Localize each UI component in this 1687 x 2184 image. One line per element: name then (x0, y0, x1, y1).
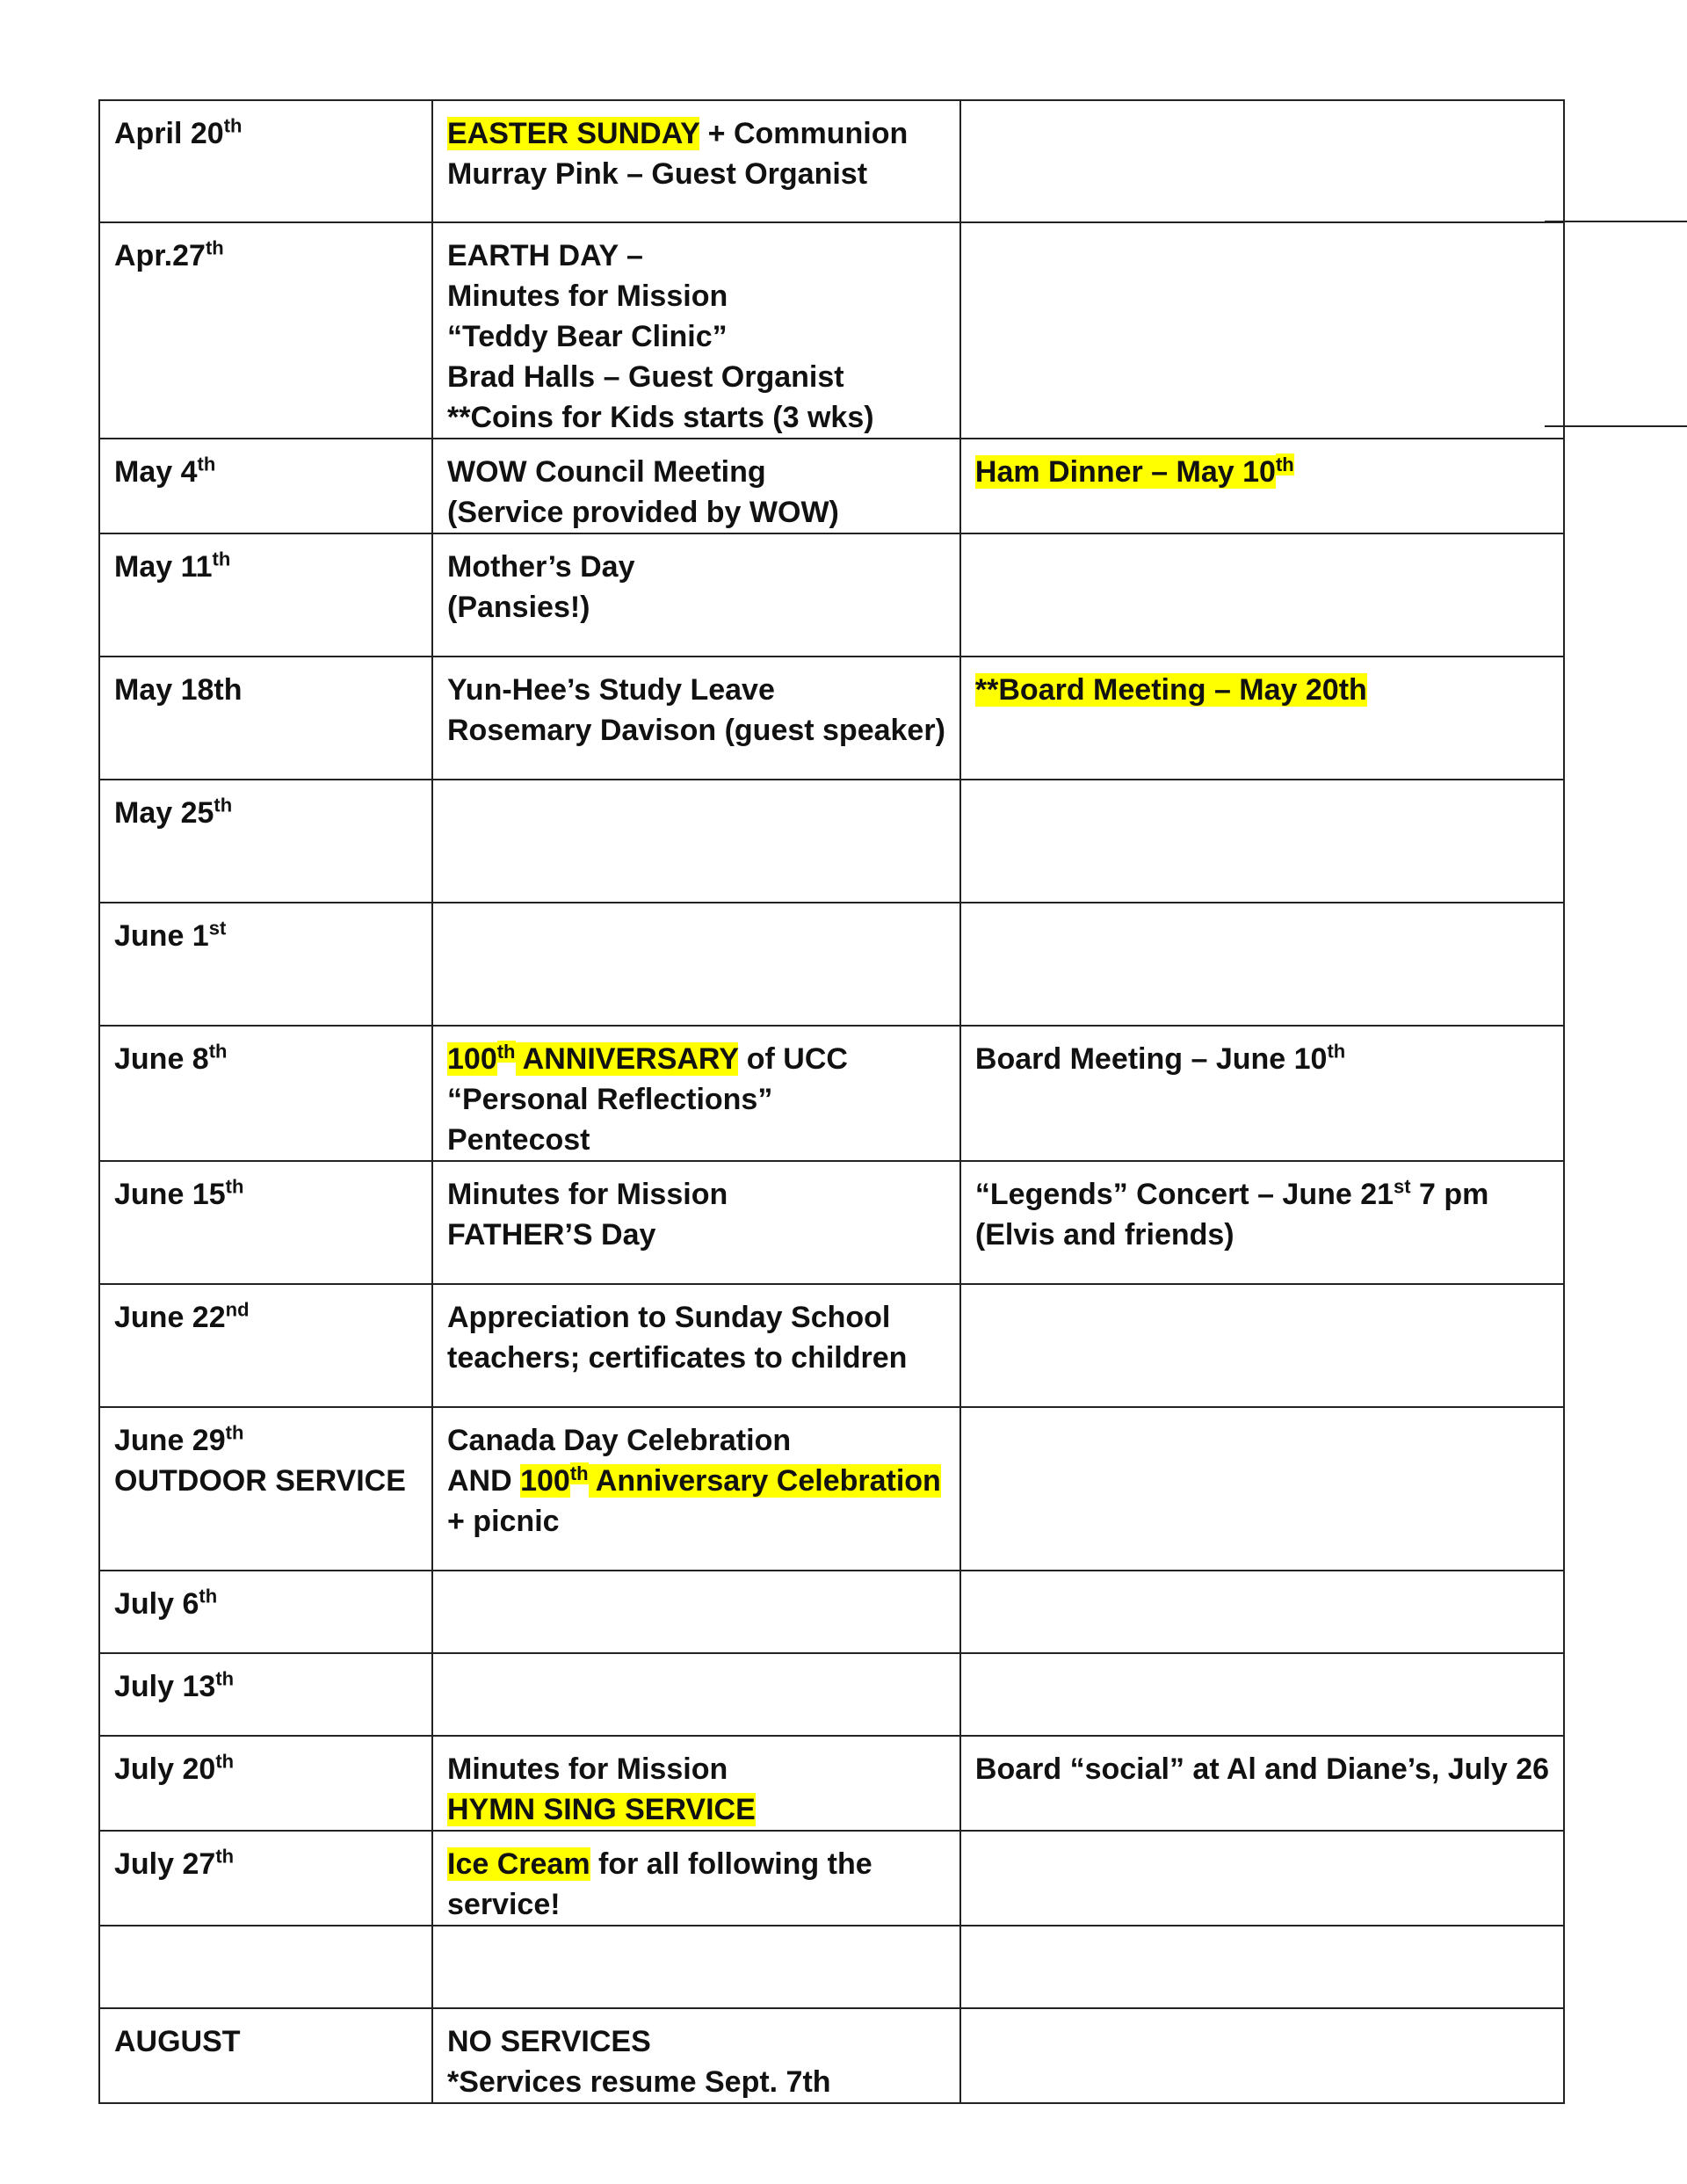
service-line (447, 547, 945, 587)
schedule-row (99, 1926, 1564, 2008)
date-line (114, 1039, 417, 1079)
date-cell (99, 1571, 432, 1653)
date-line (114, 113, 417, 154)
service-line (447, 2021, 945, 2062)
service-line (447, 113, 945, 154)
text-segment: EARTH DAY – (447, 239, 643, 272)
service-cell (432, 1831, 960, 1926)
service-cell (432, 1026, 960, 1161)
schedule-row (99, 1736, 1564, 1831)
date-cell (99, 1284, 432, 1407)
table-rule-extension (1545, 221, 1687, 222)
ordinal-suffix: th (212, 548, 231, 570)
highlighted-text: th (1275, 453, 1294, 475)
date-line (114, 1844, 417, 1884)
date-cell (99, 1026, 432, 1161)
date-note-line (114, 1461, 417, 1501)
schedule-row (99, 780, 1564, 903)
service-line (447, 1039, 945, 1079)
highlighted-text: Anniversary Celebration (588, 1464, 941, 1498)
ordinal-suffix: th (1327, 1040, 1346, 1063)
ordinal-suffix: th (225, 1421, 244, 1444)
date-line (114, 2021, 417, 2062)
text-segment: June 22 (114, 1301, 226, 1334)
date-line (114, 236, 417, 276)
service-cell (432, 657, 960, 780)
text-segment: OUTDOOR SERVICE (114, 1464, 406, 1498)
note-line (975, 1749, 1549, 1789)
service-line (447, 587, 945, 628)
text-segment: July 13 (114, 1670, 216, 1703)
schedule-row (99, 657, 1564, 780)
schedule-row (99, 533, 1564, 657)
date-line (114, 670, 417, 710)
date-cell (99, 1653, 432, 1736)
ordinal-suffix: th (208, 1040, 228, 1063)
notes-cell (960, 1284, 1564, 1407)
schedule-row (99, 903, 1564, 1026)
text-segment: NO SERVICES (447, 2025, 651, 2058)
date-line (114, 916, 417, 956)
service-line (447, 710, 945, 751)
text-segment: of UCC (738, 1042, 848, 1076)
ordinal-suffix: nd (225, 1298, 250, 1321)
service-cell (432, 1571, 960, 1653)
text-segment: Mother’s Day (447, 550, 635, 584)
service-line (447, 1338, 945, 1378)
service-line (447, 1120, 945, 1160)
date-line (114, 1666, 417, 1707)
service-line (447, 236, 945, 276)
ordinal-suffix: th (205, 236, 224, 259)
text-segment: June 15 (114, 1178, 226, 1211)
date-cell (99, 1161, 432, 1284)
notes-cell (960, 439, 1564, 533)
ordinal-suffix: th (214, 794, 233, 816)
service-line (447, 276, 945, 316)
text-segment: Board “social” at Al and Diane’s, July 26 (974, 1752, 1550, 1786)
service-line (447, 452, 945, 492)
service-cell (432, 222, 960, 439)
notes-cell (960, 1653, 1564, 1736)
text-segment: Board Meeting – June 10 (974, 1042, 1328, 1076)
text-segment: Minutes for Mission (447, 1178, 728, 1211)
text-segment: FATHER’S Day (447, 1218, 656, 1252)
service-line (447, 1749, 945, 1789)
text-segment: July 27 (114, 1847, 216, 1881)
date-line (114, 1174, 417, 1215)
text-segment: Pentecost (447, 1123, 590, 1157)
service-line (447, 1215, 945, 1255)
date-line (114, 1749, 417, 1789)
note-line (975, 452, 1549, 492)
date-line (114, 793, 417, 833)
service-cell (432, 439, 960, 533)
schedule-row (99, 1284, 1564, 1407)
text-segment: May 25 (114, 796, 214, 830)
table-rule-extension (1545, 425, 1687, 427)
notes-cell (960, 1026, 1564, 1161)
text-segment: “Personal Reflections” (447, 1083, 773, 1116)
text-segment: 7 pm (1410, 1178, 1489, 1211)
service-cell (432, 1736, 960, 1831)
date-cell (99, 780, 432, 903)
highlighted-text: EASTER SUNDAY (447, 117, 700, 150)
highlighted-text: **Board Meeting – May 20th (974, 673, 1367, 707)
service-line (447, 397, 945, 438)
service-line (447, 1079, 945, 1120)
highlighted-text: HYMN SING SERVICE (447, 1793, 756, 1826)
ordinal-suffix: th (223, 114, 243, 137)
text-segment: service! (447, 1888, 561, 1921)
text-segment: Minutes for Mission (447, 1752, 728, 1786)
service-cell (432, 533, 960, 657)
schedule-row (99, 1653, 1564, 1736)
service-line (447, 154, 945, 194)
schedule-row (99, 100, 1564, 222)
ordinal-suffix: st (1394, 1175, 1411, 1198)
service-line (447, 1789, 945, 1830)
note-line (975, 1039, 1549, 1079)
service-line (447, 2062, 945, 2102)
notes-cell (960, 657, 1564, 780)
text-segment: Yun-Hee’s Study Leave (447, 673, 775, 707)
service-cell (432, 100, 960, 222)
highlighted-text: 100 (447, 1042, 497, 1076)
schedule-row (99, 1026, 1564, 1161)
schedule-row (99, 222, 1564, 439)
ordinal-suffix: th (215, 1667, 235, 1690)
service-cell (432, 2008, 960, 2103)
text-segment: AUGUST (114, 2025, 241, 2058)
ordinal-suffix: th (197, 453, 216, 475)
service-line (447, 1884, 945, 1925)
note-line (975, 670, 1549, 710)
schedule-body (99, 100, 1564, 2103)
highlighted-text: Ice Cream (447, 1847, 590, 1881)
text-segment: Murray Pink – Guest Organist (447, 157, 868, 191)
schedule-row (99, 439, 1564, 533)
service-line (447, 1461, 945, 1501)
service-line (447, 492, 945, 533)
text-segment: for all following the (590, 1847, 872, 1881)
service-cell (432, 1926, 960, 2008)
date-cell (99, 1926, 432, 2008)
highlighted-text: th (569, 1462, 589, 1484)
ordinal-suffix: th (215, 1750, 235, 1773)
service-cell (432, 1653, 960, 1736)
service-cell (432, 903, 960, 1026)
text-segment: April 20 (114, 117, 224, 150)
notes-cell (960, 222, 1564, 439)
text-segment: June 29 (114, 1424, 226, 1457)
text-segment: May 11 (114, 550, 213, 584)
text-segment: June 1 (114, 919, 209, 953)
text-segment: “Legends” Concert – June 21 (974, 1178, 1394, 1211)
schedule-table (98, 99, 1565, 2104)
service-line (447, 1420, 945, 1461)
ordinal-suffix: th (225, 1175, 244, 1198)
notes-cell (960, 1831, 1564, 1926)
highlighted-text: Ham Dinner – May 10 (974, 455, 1276, 489)
date-cell (99, 1736, 432, 1831)
date-line (114, 547, 417, 587)
text-segment: July 6 (114, 1587, 199, 1621)
service-line (447, 1297, 945, 1338)
highlighted-text: th (496, 1040, 516, 1063)
text-segment: (Pansies!) (447, 591, 590, 624)
service-cell (432, 780, 960, 903)
text-segment: Minutes for Mission (447, 279, 728, 313)
text-segment: Brad Halls – Guest Organist (447, 360, 844, 394)
text-segment: Appreciation to Sunday School (447, 1301, 891, 1334)
ordinal-suffix: st (208, 917, 227, 940)
date-line (114, 1420, 417, 1461)
notes-cell (960, 780, 1564, 903)
schedule-row (99, 1407, 1564, 1571)
notes-cell (960, 2008, 1564, 2103)
text-segment: Canada Day Celebration (447, 1424, 792, 1457)
notes-cell (960, 100, 1564, 222)
service-line (447, 670, 945, 710)
text-segment: July 20 (114, 1752, 216, 1786)
notes-cell (960, 1571, 1564, 1653)
service-line (447, 1174, 945, 1215)
text-segment: Rosemary Davison (guest speaker) (447, 714, 945, 747)
notes-cell (960, 903, 1564, 1026)
highlighted-text: ANNIVERSARY (515, 1042, 739, 1076)
date-cell (99, 1407, 432, 1571)
text-segment: *Services resume Sept. 7th (447, 2065, 831, 2099)
date-cell (99, 439, 432, 533)
date-line (114, 1584, 417, 1624)
date-cell (99, 657, 432, 780)
date-cell (99, 533, 432, 657)
note-line (975, 1174, 1549, 1215)
text-segment: Apr.27 (114, 239, 206, 272)
text-segment: + Communion (699, 117, 909, 150)
text-segment: (Elvis and friends) (974, 1218, 1234, 1252)
schedule-row (99, 1571, 1564, 1653)
text-segment: “Teddy Bear Clinic” (447, 320, 728, 353)
date-cell (99, 1831, 432, 1926)
text-segment: AND (447, 1464, 521, 1498)
ordinal-suffix: th (199, 1585, 218, 1607)
date-cell (99, 903, 432, 1026)
date-line (114, 452, 417, 492)
service-line (447, 1844, 945, 1884)
highlighted-text: 100 (520, 1464, 570, 1498)
text-segment: (Service provided by WOW) (447, 496, 839, 529)
service-line (447, 357, 945, 397)
text-segment: May 18th (114, 673, 243, 707)
text-segment: May 4 (114, 455, 198, 489)
notes-cell (960, 1736, 1564, 1831)
date-line (114, 1297, 417, 1338)
date-cell (99, 222, 432, 439)
date-cell (99, 100, 432, 222)
service-cell (432, 1161, 960, 1284)
service-cell (432, 1407, 960, 1571)
text-segment: **Coins for Kids starts (3 wks) (447, 401, 874, 434)
service-cell (432, 1284, 960, 1407)
note-line (975, 1215, 1549, 1255)
service-line (447, 1501, 945, 1542)
text-segment: WOW Council Meeting (447, 455, 766, 489)
date-cell (99, 2008, 432, 2103)
text-segment: teachers; certificates to children (447, 1341, 908, 1375)
notes-cell (960, 1926, 1564, 2008)
notes-cell (960, 533, 1564, 657)
schedule-row (99, 2008, 1564, 2103)
text-segment: June 8 (114, 1042, 209, 1076)
ordinal-suffix: th (215, 1845, 235, 1868)
service-line (447, 316, 945, 357)
text-segment: + picnic (447, 1505, 560, 1538)
schedule-row (99, 1161, 1564, 1284)
notes-cell (960, 1407, 1564, 1571)
notes-cell (960, 1161, 1564, 1284)
schedule-row (99, 1831, 1564, 1926)
